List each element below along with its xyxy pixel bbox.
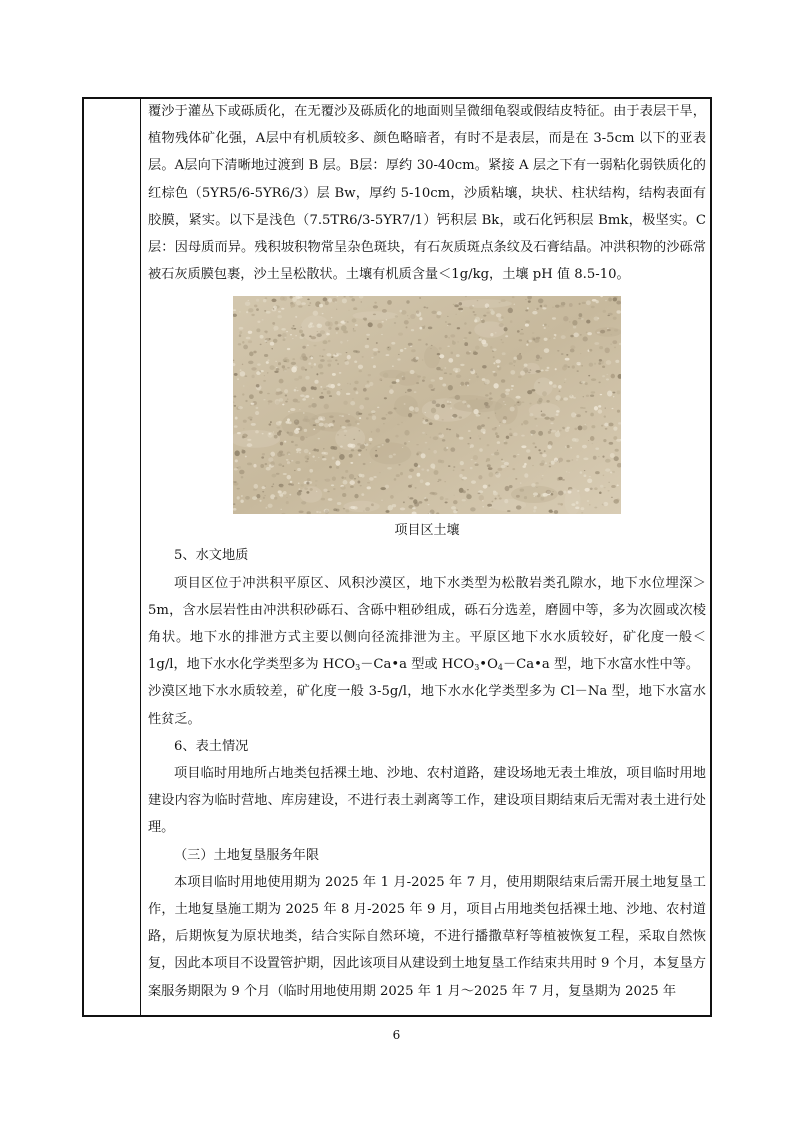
hydrogeology-paragraph: 项目区位于冲洪积平原区、风积沙漠区，地下水类型为松散岩类孔隙水，地下水位埋深＞5m，含水层岩性由冲洪积砂砾石、含砾中粗砂组成，砾石分选差，磨圆中等，多为次圆或次棱角状。地下水的排泄方式主要以侧向径流排泄为主。平原区地下水水质较好，矿化度一般＜1g/l，地下水水化学类型多为 $HCO_3-Ca•a$ 型或 $HCO_3•O_4-Ca•a$ 型，地下水富水性中等。 [148,575,706,673]
column-divider [140,97,141,1017]
document-body [148,98,706,1005]
desert-groundwater-paragraph: 沙漠区地下水水质较差，矿化度一般 3-5g/l，地下水水化学类型多为 Cl－Na 型，地下水富水性贫乏。 [148,684,706,727]
section-3-heading: （三）土地复垦服务年限 [174,847,320,863]
section-5-heading: 5、水文地质 [174,548,249,564]
reclamation-period-paragraph: 本项目临时用地使用期为 2025 年 1 月-2025 年 7 月，使用期限结束后需开展土地复垦工作，土地复垦施工期为 2025 年 8 月-2025 年 9 月，项目占用地类包括裸土地、沙地、农村道路，后期恢复为原状地类，结合实际自然环境，不进行播撒草籽等植被恢复工程，采取自然恢复，因此本项目不设置管护期，因此该项目从建设到土地复垦工作结束共用时 9 个月，本复垦方案服务期限为 9 个月（临时用地使用期 2025 年 1 月～2025 年 7 月，复垦期为 2025 年 [148,874,706,999]
page-number: 6 [392,1028,401,1042]
photo-caption: 项目区土壤 [394,523,460,539]
section-6-heading: 6、表土情况 [174,738,249,754]
soil-photo [233,296,621,514]
soil-description-paragraph: 覆沙于灌丛下或砾质化，在无覆沙及砾质化的地面则呈微细龟裂或假结皮特征。由于表层干旱，植物残体矿化强，A层中有机质较多、颜色略暗者，有时不是表层，而是在 3-5cm 以下的亚表层。A层向下清晰地过渡到 B 层。B层：厚约 30-40cm。紧接 A 层之下有一弱粘化弱铁质化的红棕色（5YR5/6-5YR6/3）层 Bw，厚约 5-10cm，沙质粘壤，块状、柱状结构，结构表面有胶膜，紧实。以下是浅色（7.5TR6/3-5YR7/1）钙积层 Bk，或石化钙积层 Bmk，极坚实。C层：因母质而异。残积坡积物常呈杂色斑块，有石灰质斑点条纹及石膏结晶。冲洪积物的沙砾常被石灰质膜包裹，沙土呈松散状。土壤有机质含量＜1g/kg，土壤 pH 值 8.5-10。 [148,104,706,283]
soil-photo-figure [148,296,706,542]
topsoil-paragraph: 项目临时用地所占地类包括裸土地、沙地、农村道路，建设场地无表土堆放，项目临时用地建设内容为临时营地、库房建设，不进行表土剥离等工作，建设项目期结束后无需对表土进行处理。 [148,766,706,836]
